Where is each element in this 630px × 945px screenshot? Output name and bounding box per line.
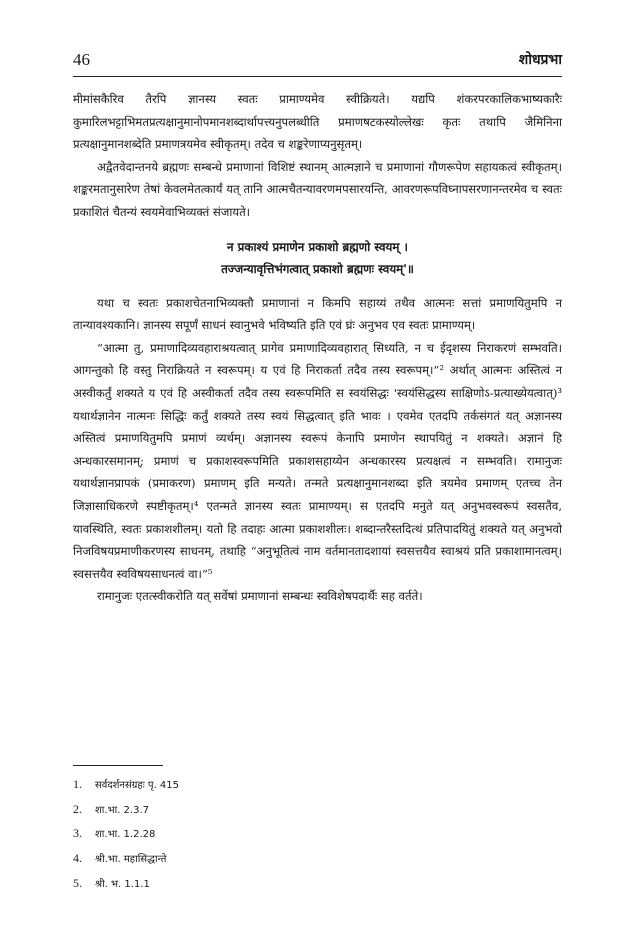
footnote-number: 5. — [73, 875, 82, 890]
footnote-number: 3. — [73, 826, 82, 841]
footnote-rule — [73, 765, 163, 766]
footnote-text: श्री.भा. महासिद्धान्ते — [95, 854, 167, 866]
verse-line-2: तज्जन्यावृत्तिभंगत्वात् प्रकाशो ब्रह्मणः स्वयम्'॥ — [221, 261, 414, 276]
page-number: 46 — [73, 50, 90, 69]
page-body — [73, 88, 562, 608]
footnote-text: शा.भा. 1.2.28 — [95, 829, 156, 841]
paragraph-1: मीमांसकैरिव तैरपि ज्ञानस्य स्वतः प्रामाण्यमेव स्वीक्रियते। यद्यपि शंकरपरकालिकभाष्यकारैः कुमारिलभट्टाभिमतप्रत्यक्षानुमानोपमानशब्दार्थापत्त्यनुपलब्धीति प्रमाणषटकस्योल्लेखः कृतः तथापि जैमिनिना प्रत्यक्षानुमानशब्देति प्रमाणत्रयमेव स्वीकृतम्। तदेव च शङ्करेणाप्यनुसृतम्। — [73, 92, 562, 152]
running-title: शोधप्रभा — [518, 52, 562, 68]
paragraph-4: “आत्मा तु, प्रमाणादिव्यवहाराश्रयत्वात् प्रागेव प्रमाणादिव्यवहारात् सिध्यति, न च ईदृशस्य निराकरणं सम्भवति। आगन्तुको हि वस्तु निराक्रियते न स्वरूपम्। य एवं हि निराकर्ता तदैव तस्य स्वरूपम्।”² अर्थात् आत्मनः अस्तित्वं न अस्वीकर्तुं शक्यते य एवं हि अस्वीकर्ता तदैव तस्य स्वरूपमिति स स्वयंसिद्धः 'स्वयंसिद्धस्य साक्षिणोऽ-प्रत्याख्येयत्वात्)³ यथार्थज्ञानेन नात्मनः सिद्धिः कर्तुं शक्यते तस्य स्वयं सिद्धत्वात् इति भावः । एवमेव एतदपि तर्कसंगतं यत् अज्ञानस्य अस्तित्वं प्रमाणयितुमपि प्रमाणं व्यर्थम्। अज्ञानस्य स्वरूपं केनापि प्रमाणेन स्थापयितुं न शक्यते। अज्ञानं हि अन्धकारसमानम्; प्रमाणं च प्रकाशस्वरूपमिति प्रकाशसहाय्येन अन्धकारस्य प्रत्यक्षत्वं न सम्भवति। रामानुजः यथार्थज्ञानप्रापकं (प्रमाकरण) प्रमाणम् इति मन्यते। तन्मते प्रत्यक्षानुमानशब्दा इति त्रयमेव प्रमाणम् एतच्च तेन जिज्ञासाधिकरणे स्पष्टीकृतम्।⁴ एतन्मते ज्ञानस्य स्वतः प्रामाण्यम्। स एतदपि मनुते यत् अनुभवस्वरूपं स्वसतैव, यावस्थिति, स्वतः प्रकाशशीलम्। यतो हि तदाहः आत्मा प्रकाशशीलः। शब्दान्तरैस्तदित्थं प्रतिपादयितुं शक्यते यत् अनुभवो निजविषयप्रमाणीकरणस्य साधनम्, तथाहि “अनुभूतित्वं नाम वर्तमानतादशायां स्वसत्तयैव स्वाश्रयं प्रति प्रकाशामानत्वम्। स्वसत्तयैव स्वविषयसाधनत्वं वा।”⁵ — [73, 340, 562, 581]
footnote-text: श्री. भ. 1.1.1 — [95, 878, 150, 890]
paragraph-3: यथा च स्वतः प्रकाशचेतनाभिव्यक्तौ प्रमाणानां न किमपि सहाय्यं तथैव आत्मनः सत्तां प्रमाणयितुमपि न तान्यावश्यकानि। ज्ञानस्य सपूर्णं साधनं स्वानुभवे भविष्यति इति एवं घ्रंः अनुभव एव स्वतः प्रामाण्यम्। — [73, 295, 562, 333]
footnote-number: 4. — [73, 851, 82, 866]
footnote-number: 1. — [73, 777, 82, 791]
footnote-number: 2. — [73, 801, 82, 816]
footnote-item — [73, 822, 179, 847]
paragraph-2: अद्वैतवेदान्तनये ब्रह्मणः सम्बन्धे प्रमाणानां विशिष्टं स्थानम् आत्मज्ञाने च प्रमाणानां गौणरूपेण सहायकत्वं स्वीकृतम्। शङ्करमतानुसारेण तेषां केवलमेतत्कार्यं यत् तानि आत्मचैतन्यावरणमपसारयन्ति, आवरणरूपविघ्नापसरणानन्तरमेव च स्वतः प्रकाशितं चैतन्यं स्वयमेवाभिव्यक्तं संजायते। — [73, 159, 562, 219]
footnote-text: सर्वदर्शनसंग्रहः पृ. 415 — [95, 780, 180, 791]
footnote-item — [73, 798, 179, 823]
footnote-item — [73, 872, 179, 897]
paragraph-5: रामानुजः एतत्स्वीकरोति यत् सर्वेषां प्रमाणानां सम्बन्धः स्वविशेषपदार्थैः सह वर्तते। — [97, 589, 423, 604]
footnote-item — [73, 773, 179, 798]
verse-line-1: न प्रकाश्यं प्रमाणेन प्रकाशो ब्रह्मणो स्वयम् । — [227, 239, 408, 254]
verse-quote — [73, 236, 562, 280]
footnotes — [73, 773, 179, 897]
page-header — [73, 50, 562, 74]
header-rule — [73, 76, 562, 77]
footnote-item — [73, 847, 179, 872]
footnote-text: शा.भा. 2.3.7 — [95, 804, 149, 816]
